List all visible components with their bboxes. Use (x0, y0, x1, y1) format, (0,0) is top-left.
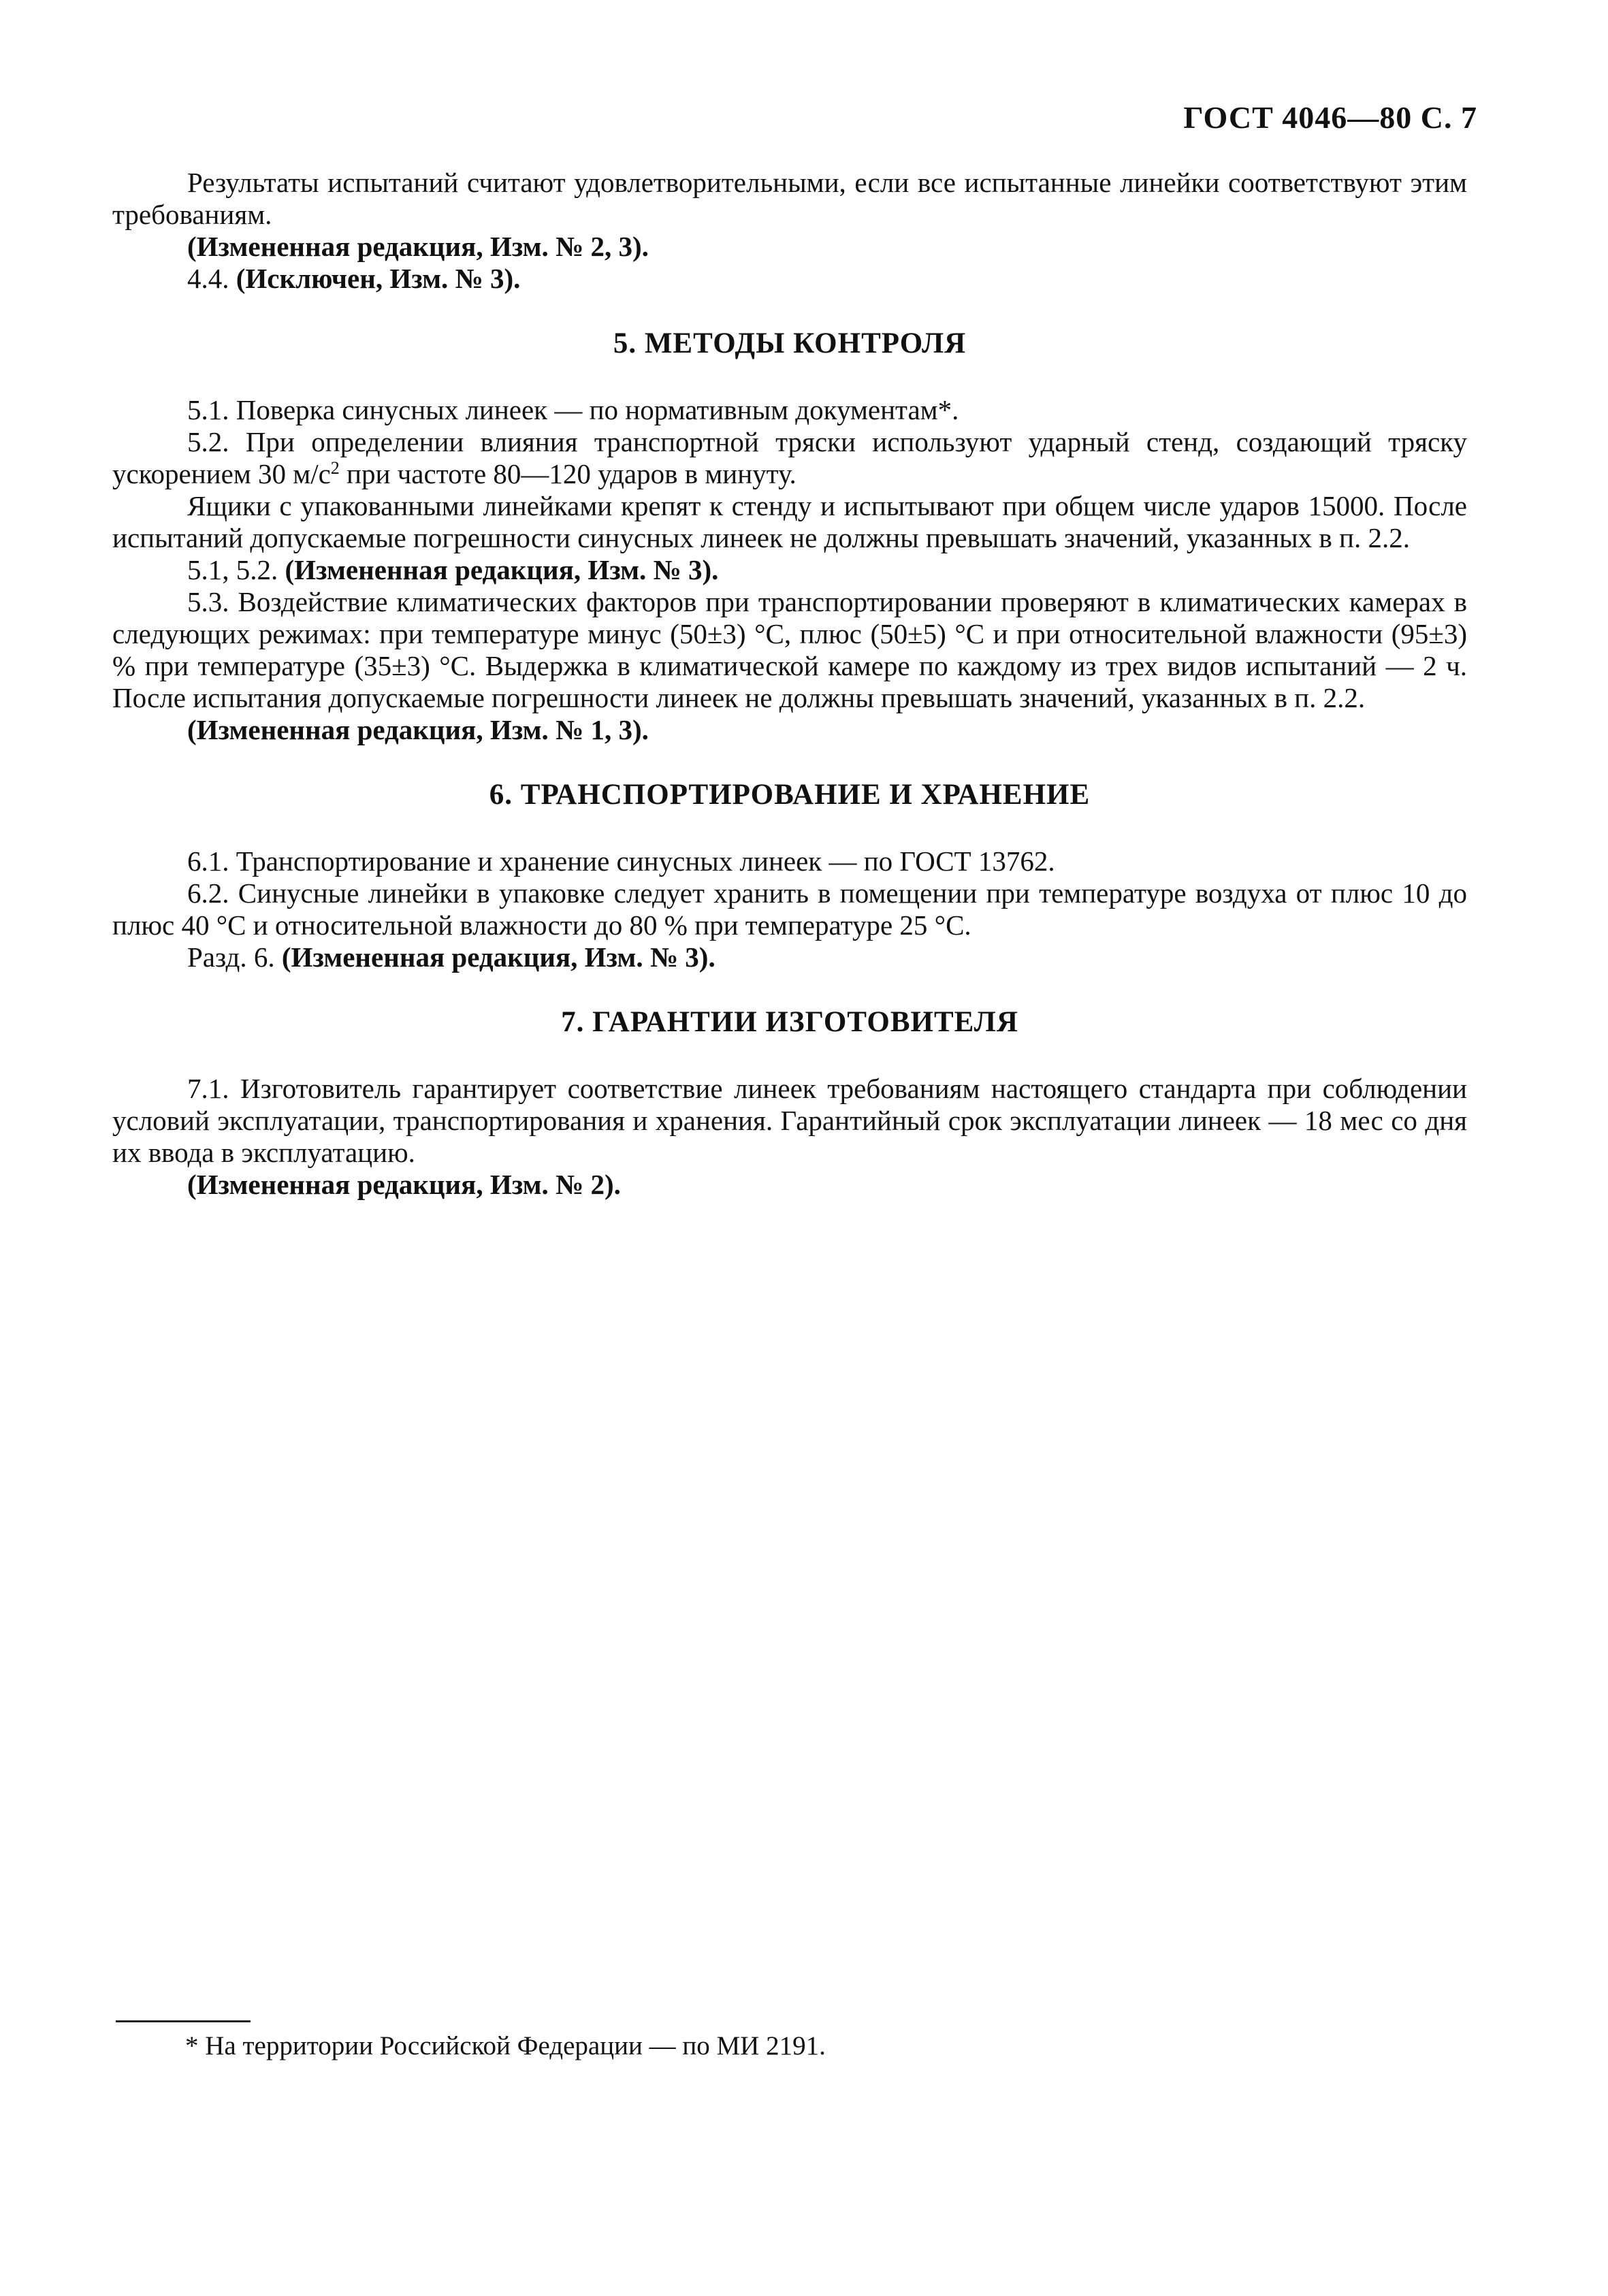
clause-reference: Разд. 6. (187, 941, 275, 973)
amendment-note: (Исключен, Изм. № 3). (236, 263, 521, 294)
paragraph-5-2-text-a: 5.2. При определении влияния транспортной тряски используют ударный стенд, создающий тряску ускорением 30 м/с (112, 426, 1467, 489)
paragraph-5-3: 5.3. Воздействие климатических факторов при транспортировании проверяют в климатических камерах в следующих режимах: при температуре минус (50±3) °С, плюс (50±5) °С и при относительной влажности (95±3) % при температуре (35±3) °С. Выдержка в климатической камере по каждому из трех видов испытаний — 2 ч. После испытания допускаемые погрешности линеек не должны превышать значений, указанных в п. 2.2. (112, 586, 1467, 713)
clause-number: 4.4. (187, 263, 229, 294)
paragraph-5-2-boxes: Ящики с упакованными линейками крепят к стенду и испытывают при общем числе ударов 15000. После испытаний допускаемые погрешности синусных линеек не должны превышать значений, указанных в п. 2.2. (112, 490, 1467, 553)
paragraph-5-1-5-2-amend (112, 554, 1467, 586)
amendment-note: (Измененная редакция, Изм. № 2). (187, 1169, 621, 1200)
paragraph-section-6-amend (112, 941, 1467, 973)
amendment-note: (Измененная редакция, Изм. № 2, 3). (187, 231, 649, 262)
document-body (112, 167, 1467, 1201)
paragraph-5-2-text-b: при частоте 80—120 ударов в минуту. (339, 458, 797, 489)
paragraph-7-1: 7.1. Изготовитель гарантирует соответствие линеек требованиям настоящего стандарта при соблюдении условий эксплуатации, транспортирования и хранения. Гарантийный срок эксплуатации линеек — 18 мес со дня их ввода в эксплуатацию. (112, 1073, 1467, 1168)
section-heading-6: 6. ТРАНСПОРТИРОВАНИЕ И ХРАНЕНИЕ (489, 779, 1091, 811)
paragraph-5-2 (112, 426, 1467, 490)
paragraph-6-1: 6.1. Транспортирование и хранение синусных линеек — по ГОСТ 13762. (187, 845, 1055, 877)
running-head: ГОСТ 4046—80 С. 7 (1183, 100, 1477, 135)
amendment-note: (Измененная редакция, Изм. № 1, 3). (187, 714, 649, 745)
clause-reference: 5.1, 5.2. (187, 554, 278, 585)
footnote: * На территории Российской Федерации — по МИ 2191. (185, 2031, 826, 2060)
paragraph-6-2: 6.2. Синусные линейки в упаковке следует хранить в помещении при температуре воздуха от плюс 10 до плюс 40 °С и относительной влажности до 80 % при температуре 25 °С. (112, 877, 1467, 941)
paragraph-results: Результаты испытаний считают удовлетворительными, если все испытанные линейки соответствуют этим требованиям. (112, 167, 1467, 230)
amendment-note: (Измененная редакция, Изм. № 3). (281, 941, 715, 973)
section-heading-5: 5. МЕТОДЫ КОНТРОЛЯ (613, 327, 967, 359)
footnote-divider (116, 2020, 251, 2022)
amendment-note: (Измененная редакция, Изм. № 3). (285, 554, 719, 585)
superscript: 2 (330, 458, 340, 478)
paragraph-5-1: 5.1. Поверка синусных линеек — по нормативным документам*. (187, 394, 959, 425)
paragraph-4-4 (112, 263, 1467, 295)
section-heading-7: 7. ГАРАНТИИ ИЗГОТОВИТЕЛЯ (561, 1006, 1018, 1038)
